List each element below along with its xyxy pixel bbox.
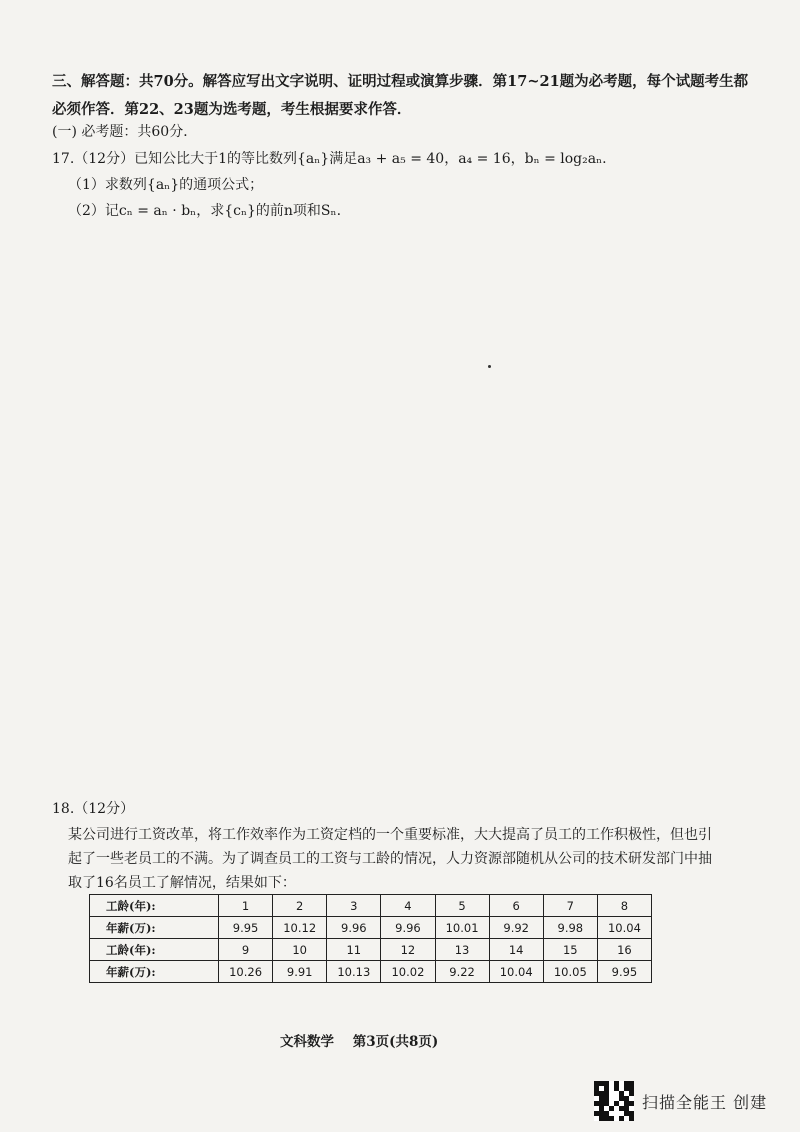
row-label: 工龄(年): xyxy=(90,939,219,961)
table-cell: 9.98 xyxy=(543,917,597,939)
row-label: 年薪(万): xyxy=(90,917,219,939)
table-cell: 10.26 xyxy=(219,961,273,983)
table-cell: 3 xyxy=(327,895,381,917)
table-cell: 2 xyxy=(273,895,327,917)
question-17-part-1: （1）求数列{aₙ}的通项公式； xyxy=(68,177,264,193)
question-17 xyxy=(52,146,607,224)
table-cell: 10.04 xyxy=(597,917,651,939)
table-cell: 9 xyxy=(219,939,273,961)
table-cell: 5 xyxy=(435,895,489,917)
table-cell: 6 xyxy=(489,895,543,917)
table-cell: 10.01 xyxy=(435,917,489,939)
table-cell: 15 xyxy=(543,939,597,961)
table-cell: 9.95 xyxy=(597,961,651,983)
table-row xyxy=(90,895,652,917)
table-row xyxy=(90,961,652,983)
table-cell: 10.02 xyxy=(381,961,435,983)
question-18-title: 18.（12分） xyxy=(52,801,135,817)
table-cell: 13 xyxy=(435,939,489,961)
table-row xyxy=(90,917,652,939)
table-cell: 11 xyxy=(327,939,381,961)
table-cell: 9.22 xyxy=(435,961,489,983)
qr-code-icon xyxy=(594,1081,634,1121)
table-cell: 4 xyxy=(381,895,435,917)
table-cell: 1 xyxy=(219,895,273,917)
question-18-text: 某公司进行工资改革，将工作效率作为工资定档的一个重要标准，大大提高了员工的工作积极性，但也引起了一些老员工的不满。为了调查员工的工资与工龄的情况，人力资源部随机从公司的技术研发部门中抽取了16名员工了解情况，结果如下： xyxy=(68,827,712,891)
table-cell: 8 xyxy=(597,895,651,917)
footer-subject: 文科数学 xyxy=(280,1034,334,1050)
scan-speck xyxy=(488,365,491,368)
table-cell: 9.96 xyxy=(381,917,435,939)
scanner-watermark xyxy=(594,1081,767,1121)
table-row xyxy=(90,939,652,961)
table-cell: 9.92 xyxy=(489,917,543,939)
table-cell: 14 xyxy=(489,939,543,961)
table-cell: 7 xyxy=(543,895,597,917)
salary-seniority-table xyxy=(89,894,652,983)
table-cell: 9.95 xyxy=(219,917,273,939)
table-cell: 12 xyxy=(381,939,435,961)
table-cell: 10.12 xyxy=(273,917,327,939)
question-17-part-2: （2）记cₙ = aₙ · bₙ，求{cₙ}的前n项和Sₙ. xyxy=(68,203,342,219)
question-17-stem: 17.（12分）已知公比大于1的等比数列{aₙ}满足a₃ + a₅ = 40，a₄ = 16，bₙ = log₂aₙ. xyxy=(52,151,607,167)
page-footer xyxy=(280,1030,452,1050)
required-questions-label: (一) 必考题：共60分． xyxy=(52,124,198,140)
table-cell: 16 xyxy=(597,939,651,961)
watermark-text: 扫描全能王 创建 xyxy=(642,1092,768,1112)
footer-page-number: 第3页(共8页) xyxy=(352,1034,439,1050)
table-cell: 10.13 xyxy=(327,961,381,983)
section-heading: 三、解答题：共70分。解答应写出文字说明、证明过程或演算步骤．第17~21题为必考题，每个试题考生都必须作答．第22、23题为选考题，考生根据要求作答． xyxy=(52,73,749,118)
table-cell: 9.96 xyxy=(327,917,381,939)
table-cell: 10.05 xyxy=(543,961,597,983)
table-cell: 9.91 xyxy=(273,961,327,983)
row-label: 年薪(万): xyxy=(90,961,219,983)
table-cell: 10 xyxy=(273,939,327,961)
row-label: 工龄(年): xyxy=(90,895,219,917)
table-cell: 10.04 xyxy=(489,961,543,983)
